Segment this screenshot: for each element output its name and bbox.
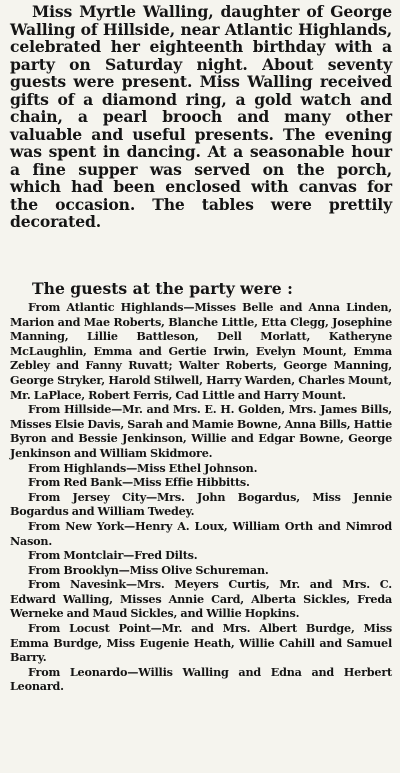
- article-lead-paragraph: Miss Myrtle Walling, daughter of George Walling of Hillside, near Atlantic Highlands, celebrated her eighteenth birthday with a party on Saturday night. About seventy guests were present. Miss Walling received gifts of a diamond ring, a gold watch and chain, a pearl brooch and many other valuable and useful presents. The evening was spent in dancing. At a seasonable hour a fine supper was served on the porch, which had been enclosed with canvas for the occasion. The tables were prettily decorated.: [10, 2, 392, 231]
- guest-group-montclair: From Montclair—Fred Dilts.: [28, 548, 198, 563]
- guest-group-leonardo: From Leonardo—Willis Walling and Edna and Herbert Leonard.: [10, 664, 392, 694]
- guest-group-red-bank: From Red Bank—Miss Effie Hibbitts.: [28, 475, 250, 490]
- guest-list: [10, 300, 392, 694]
- guest-group-jersey-city: From Jersey City—Mrs. John Bogardus, Miss Jennie Bogardus and William Twedey.: [10, 489, 392, 519]
- guest-group-brooklyn: From Brooklyn—Miss Olive Schureman.: [28, 562, 269, 577]
- guest-group-new-york: From New York—Henry A. Loux, William Orth and Nimrod Nason.: [10, 518, 392, 548]
- guest-group-atlantic-highlands: From Atlantic Highlands—Misses Belle and Anna Linden, Marion and Mae Roberts, Blanche Little, Etta Clegg, Josephine Manning, Lillie Battleson, Dell Morlatt, Katheryne McLaughlin, Emma and Gertie Irwin, Evelyn Mount, Emma Zebley and Fanny Ruvatt; Walter Roberts, George Manning, George Stryker, Harold Stilwell, Harry Warden, Charles Mount, Mr. LaPlace, Robert Ferris, Cad Little and Harry Mount.: [10, 300, 392, 402]
- guest-group-hillside: From Hillside—Mr. and Mrs. E. H. Golden, Mrs. James Bills, Misses Elsie Davis, Sarah and Mamie Bowne, Anna Bills, Hattie Byron and Bessie Jenkinson, Willie and Edgar Bowne, George Jenkinson and William Skidmore.: [10, 402, 392, 460]
- guest-group-locust-point: From Locust Point—Mr. and Mrs. Albert Burdge, Miss Emma Burdge, Miss Eugenie Heath, Willie Cahill and Samuel Barry.: [10, 621, 392, 665]
- guest-group-highlands: From Highlands—Miss Ethel Johnson.: [28, 460, 258, 475]
- guest-group-navesink: From Navesink—Mrs. Meyers Curtis, Mr. and Mrs. C. Edward Walling, Misses Annie Card, Alberta Sickles, Freda Werneke and Maud Sickles, and Willie Hopkins.: [10, 577, 392, 621]
- guest-list-intro: The guests at the party were :: [32, 279, 293, 298]
